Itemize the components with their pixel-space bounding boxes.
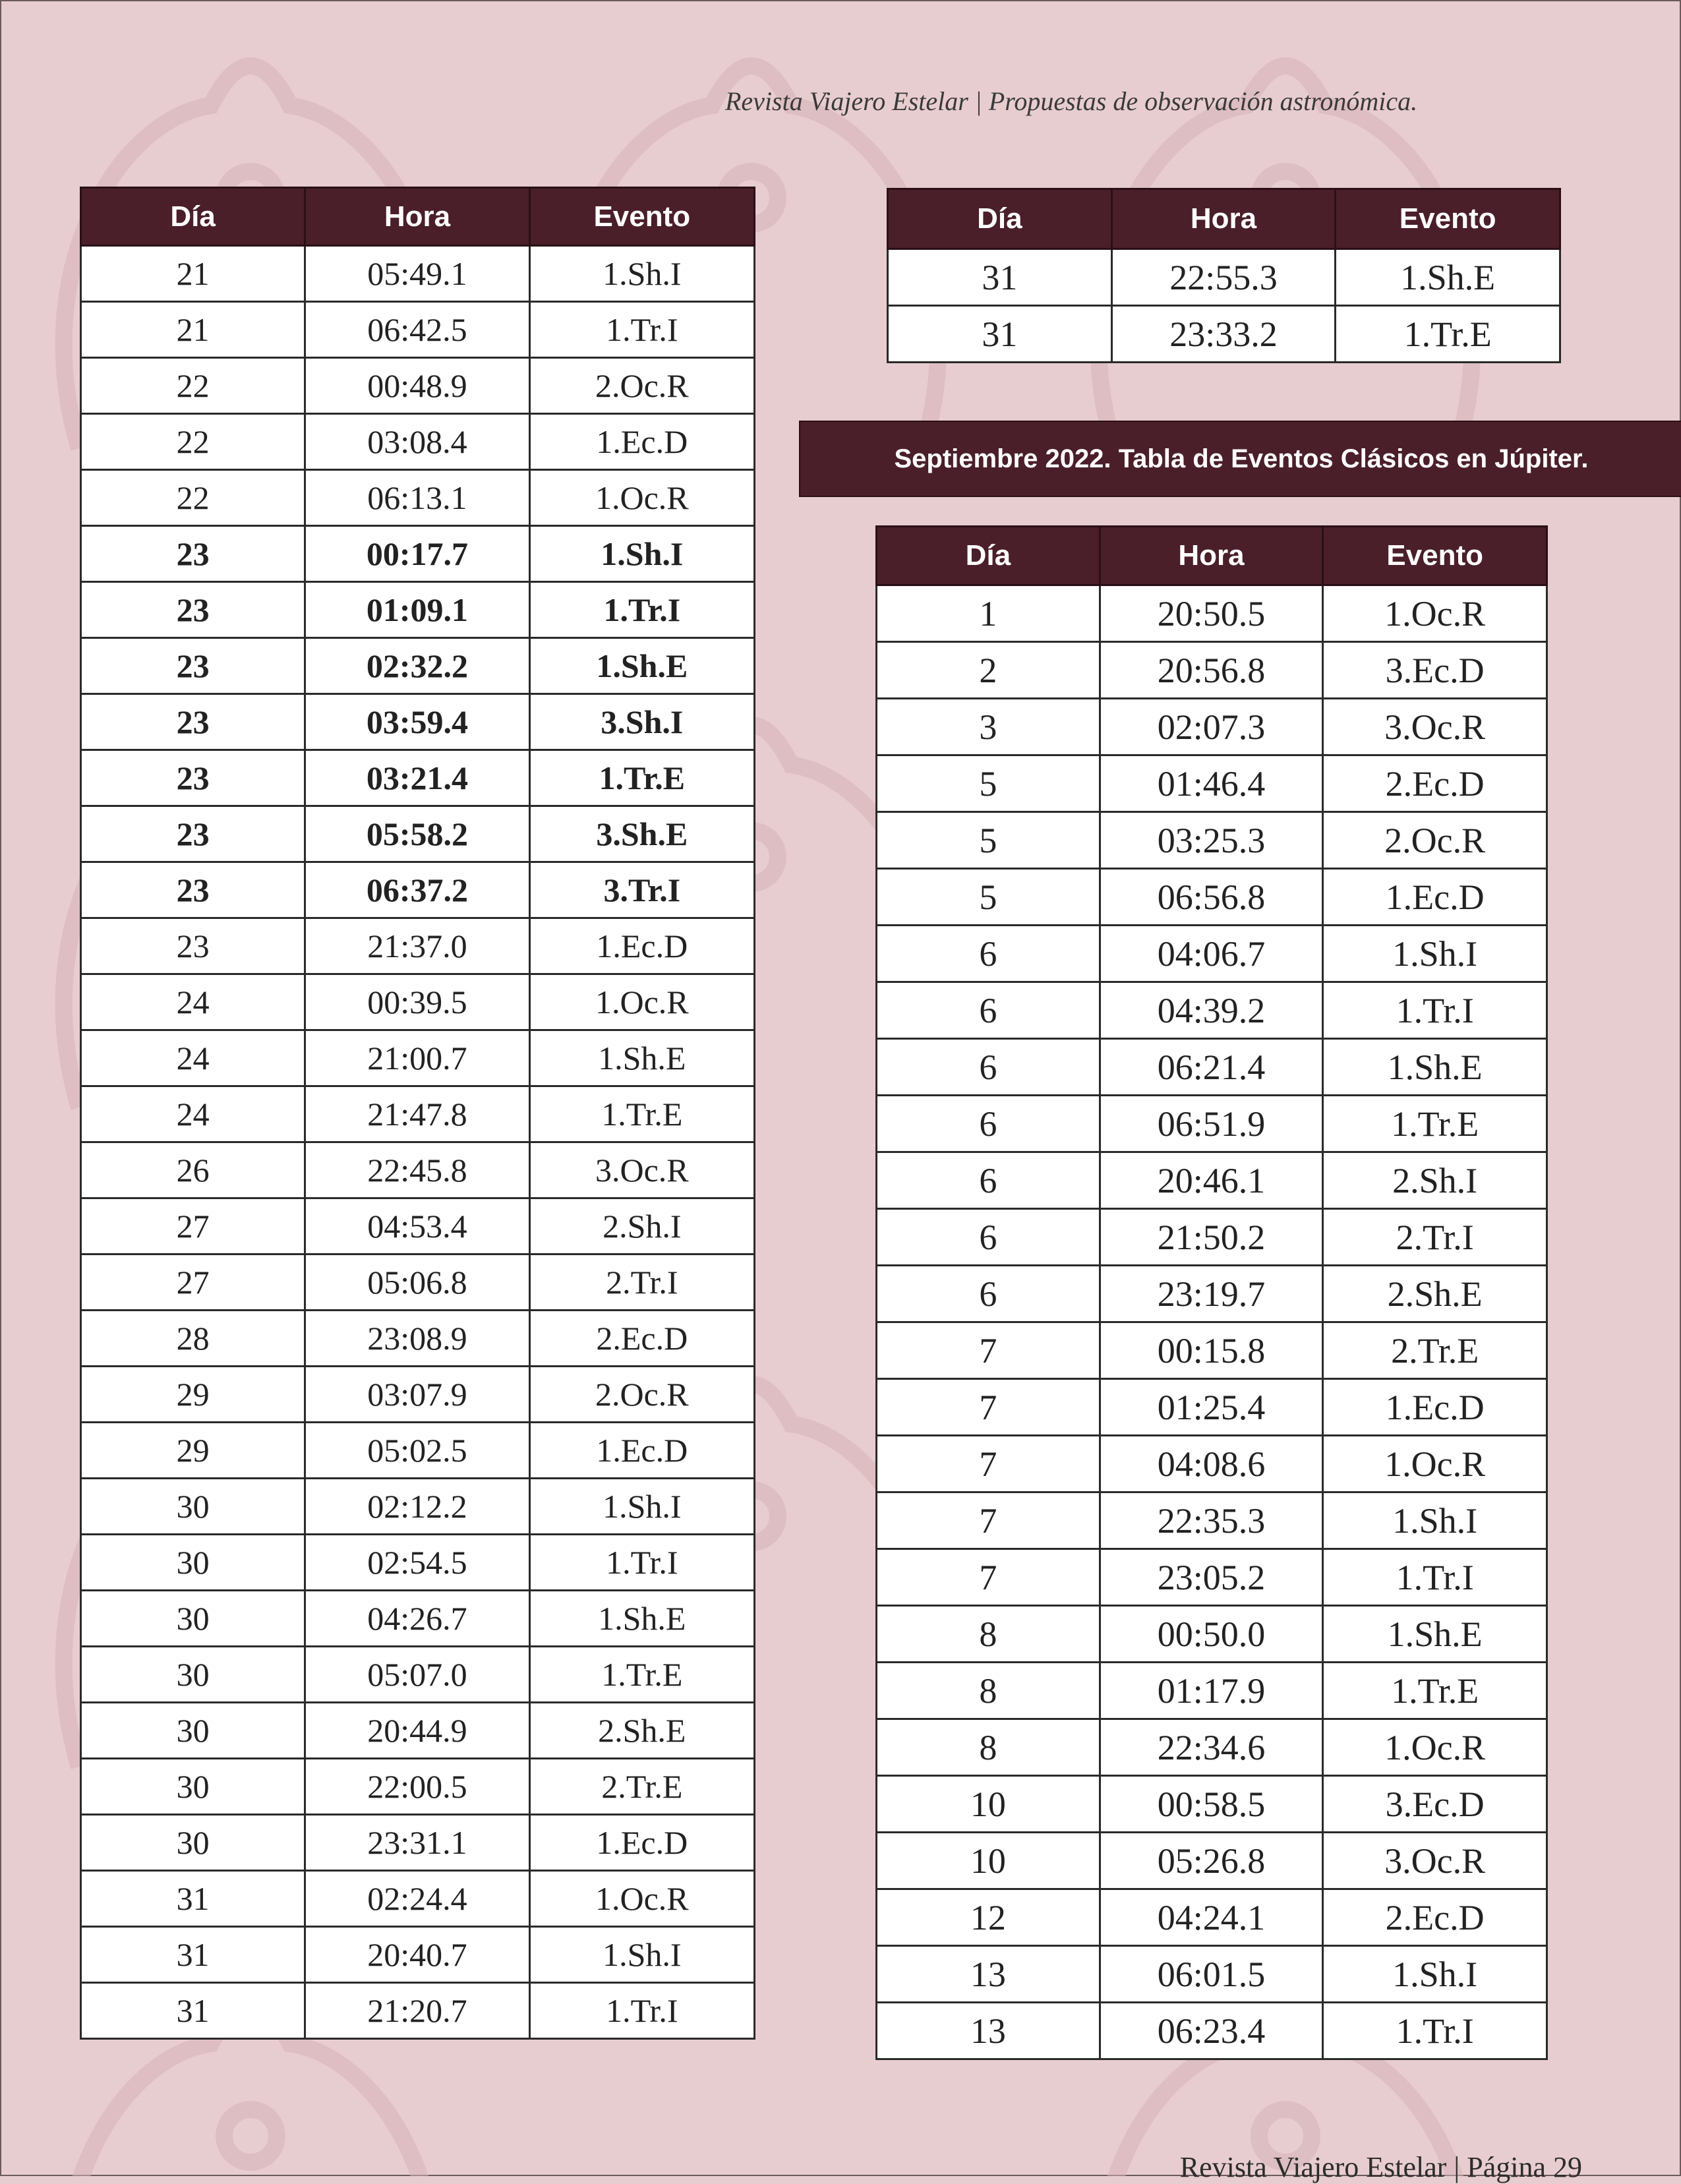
table-row: [877, 982, 1547, 1039]
cell-dia: 6: [877, 982, 1100, 1039]
column-header-hora: Hora: [1100, 527, 1323, 585]
cell-dia: 3: [877, 699, 1100, 755]
cell-evento: 1.Tr.I: [529, 1535, 754, 1591]
cell-hora: 20:50.5: [1100, 585, 1323, 642]
cell-evento: 1.Tr.E: [1323, 1096, 1547, 1152]
table-row: [877, 1719, 1547, 1776]
cell-hora: 02:12.2: [305, 1479, 529, 1535]
cell-dia: 6: [877, 1266, 1100, 1322]
column-header-hora: Hora: [305, 188, 529, 246]
cell-evento: 2.Ec.D: [529, 1311, 754, 1367]
table-row: [81, 1591, 755, 1647]
cell-dia: 30: [81, 1591, 305, 1647]
table-row: [877, 1039, 1547, 1096]
cell-evento: 3.Oc.R: [1323, 699, 1547, 755]
table-row: [81, 1927, 755, 1983]
table-row: [81, 1647, 755, 1703]
cell-hora: 04:26.7: [305, 1591, 529, 1647]
table-row: [81, 1311, 755, 1367]
cell-dia: 23: [81, 582, 305, 638]
table-row: [81, 694, 755, 750]
cell-hora: 06:21.4: [1100, 1039, 1323, 1096]
table-row: [81, 582, 755, 638]
cell-hora: 21:47.8: [305, 1086, 529, 1142]
cell-dia: 31: [81, 1871, 305, 1927]
table-row: [81, 1535, 755, 1591]
cell-evento: 3.Ec.D: [1323, 1776, 1547, 1833]
cell-evento: 2.Tr.I: [1323, 1209, 1547, 1266]
cell-dia: 22: [81, 358, 305, 414]
cell-evento: 2.Ec.D: [1323, 755, 1547, 812]
cell-dia: 31: [888, 249, 1112, 306]
cell-hora: 05:26.8: [1100, 1833, 1323, 1889]
cell-dia: 6: [877, 1096, 1100, 1152]
cell-dia: 21: [81, 246, 305, 302]
cell-hora: 02:07.3: [1100, 699, 1323, 755]
column-header-dia: Día: [877, 527, 1100, 585]
cell-dia: 24: [81, 1030, 305, 1086]
cell-evento: 1.Sh.I: [529, 1927, 754, 1983]
cell-evento: 1.Sh.I: [1323, 926, 1547, 982]
table-row: [81, 1198, 755, 1254]
cell-evento: 2.Sh.I: [1323, 1152, 1547, 1209]
cell-evento: 2.Tr.E: [529, 1759, 754, 1815]
table-row: [81, 1703, 755, 1759]
cell-evento: 1.Tr.E: [1323, 1663, 1547, 1719]
cell-hora: 00:58.5: [1100, 1776, 1323, 1833]
cell-evento: 1.Sh.I: [529, 526, 754, 582]
table-row: [81, 1871, 755, 1927]
table-row: [81, 1759, 755, 1815]
cell-evento: 1.Sh.I: [1323, 1946, 1547, 2003]
table-row: [81, 1983, 755, 2039]
cell-evento: 2.Sh.E: [1323, 1266, 1547, 1322]
cell-dia: 27: [81, 1254, 305, 1311]
table-row: [877, 1379, 1547, 1436]
cell-dia: 8: [877, 1663, 1100, 1719]
cell-evento: 1.Ec.D: [1323, 869, 1547, 926]
cell-hora: 04:53.4: [305, 1198, 529, 1254]
cell-hora: 01:25.4: [1100, 1379, 1323, 1436]
cell-hora: 22:45.8: [305, 1142, 529, 1198]
cell-dia: 7: [877, 1436, 1100, 1492]
cell-dia: 23: [81, 806, 305, 862]
table-row: [877, 1322, 1547, 1379]
cell-evento: 1.Tr.I: [529, 1983, 754, 2039]
table-row: [877, 1266, 1547, 1322]
table-row: [888, 249, 1560, 306]
events-table-august-continued: [887, 188, 1561, 363]
cell-dia: 24: [81, 1086, 305, 1142]
table-row: [877, 1889, 1547, 1946]
cell-evento: 1.Tr.E: [529, 1086, 754, 1142]
table-row: [877, 1776, 1547, 1833]
cell-evento: 2.Oc.R: [529, 358, 754, 414]
cell-evento: 1.Ec.D: [529, 1815, 754, 1871]
cell-dia: 2: [877, 642, 1100, 699]
cell-dia: 23: [81, 638, 305, 694]
cell-evento: 2.Tr.I: [529, 1254, 754, 1311]
cell-hora: 03:21.4: [305, 750, 529, 806]
cell-evento: 1.Tr.E: [529, 750, 754, 806]
cell-hora: 04:06.7: [1100, 926, 1323, 982]
table-row: [877, 699, 1547, 755]
cell-dia: 30: [81, 1535, 305, 1591]
table-header-row: [877, 527, 1547, 585]
cell-dia: 29: [81, 1423, 305, 1479]
cell-hora: 03:08.4: [305, 414, 529, 470]
cell-evento: 1.Tr.E: [1336, 306, 1560, 363]
column-header-evento: Evento: [1323, 527, 1547, 585]
cell-hora: 21:50.2: [1100, 1209, 1323, 1266]
cell-dia: 23: [81, 694, 305, 750]
cell-dia: 31: [81, 1927, 305, 1983]
cell-dia: 8: [877, 1606, 1100, 1663]
cell-dia: 28: [81, 1311, 305, 1367]
cell-dia: 27: [81, 1198, 305, 1254]
cell-evento: 1.Ec.D: [529, 414, 754, 470]
cell-evento: 1.Oc.R: [1323, 1719, 1547, 1776]
section-banner: Septiembre 2022. Tabla de Eventos Clásicos en Júpiter.: [799, 421, 1681, 497]
table-row: [81, 358, 755, 414]
table-row: [81, 638, 755, 694]
cell-hora: 02:32.2: [305, 638, 529, 694]
cell-evento: 3.Sh.I: [529, 694, 754, 750]
cell-dia: 8: [877, 1719, 1100, 1776]
table-row: [877, 642, 1547, 699]
table-row: [81, 1030, 755, 1086]
cell-hora: 00:17.7: [305, 526, 529, 582]
cell-evento: 1.Tr.I: [1323, 1549, 1547, 1606]
table-header-row: [888, 189, 1560, 249]
table-row: [877, 1606, 1547, 1663]
cell-hora: 06:13.1: [305, 470, 529, 526]
cell-hora: 21:00.7: [305, 1030, 529, 1086]
table-row: [81, 1815, 755, 1871]
cell-hora: 23:33.2: [1111, 306, 1336, 363]
table-row: [81, 806, 755, 862]
table-row: [877, 2003, 1547, 2059]
events-table-september: [875, 525, 1548, 2060]
cell-hora: 03:59.4: [305, 694, 529, 750]
cell-hora: 22:34.6: [1100, 1719, 1323, 1776]
events-table-august: [80, 187, 755, 2040]
cell-evento: 1.Sh.E: [529, 1591, 754, 1647]
cell-hora: 22:35.3: [1100, 1492, 1323, 1549]
cell-evento: 3.Sh.E: [529, 806, 754, 862]
table-row: [81, 974, 755, 1030]
cell-dia: 31: [81, 1983, 305, 2039]
cell-hora: 03:07.9: [305, 1367, 529, 1423]
table-row: [81, 918, 755, 974]
table-row: [877, 755, 1547, 812]
table-row: [877, 1152, 1547, 1209]
cell-dia: 30: [81, 1815, 305, 1871]
cell-hora: 06:42.5: [305, 302, 529, 358]
cell-evento: 2.Tr.E: [1323, 1322, 1547, 1379]
cell-evento: 1.Oc.R: [529, 1871, 754, 1927]
cell-hora: 01:46.4: [1100, 755, 1323, 812]
cell-dia: 6: [877, 1209, 1100, 1266]
cell-evento: 3.Ec.D: [1323, 642, 1547, 699]
cell-evento: 2.Ec.D: [1323, 1889, 1547, 1946]
table-row: [81, 470, 755, 526]
cell-hora: 23:19.7: [1100, 1266, 1323, 1322]
cell-dia: 5: [877, 755, 1100, 812]
cell-evento: 1.Ec.D: [1323, 1379, 1547, 1436]
cell-dia: 21: [81, 302, 305, 358]
cell-dia: 26: [81, 1142, 305, 1198]
cell-dia: 23: [81, 862, 305, 918]
cell-hora: 02:54.5: [305, 1535, 529, 1591]
cell-hora: 05:07.0: [305, 1647, 529, 1703]
cell-hora: 22:00.5: [305, 1759, 529, 1815]
table-row: [877, 1492, 1547, 1549]
cell-hora: 23:08.9: [305, 1311, 529, 1367]
table-row: [877, 1549, 1547, 1606]
column-header-hora: Hora: [1111, 189, 1336, 249]
column-header-evento: Evento: [1336, 189, 1560, 249]
table-row: [81, 526, 755, 582]
cell-hora: 05:06.8: [305, 1254, 529, 1311]
cell-dia: 7: [877, 1379, 1100, 1436]
table-row: [81, 1479, 755, 1535]
cell-evento: 3.Oc.R: [529, 1142, 754, 1198]
table-row: [81, 862, 755, 918]
cell-hora: 21:20.7: [305, 1983, 529, 2039]
table-row: [81, 302, 755, 358]
cell-hora: 05:02.5: [305, 1423, 529, 1479]
cell-dia: 7: [877, 1492, 1100, 1549]
cell-evento: 1.Ec.D: [529, 1423, 754, 1479]
cell-evento: 3.Tr.I: [529, 862, 754, 918]
cell-dia: 6: [877, 1039, 1100, 1096]
cell-evento: 1.Sh.I: [529, 1479, 754, 1535]
cell-hora: 20:44.9: [305, 1703, 529, 1759]
cell-evento: 1.Sh.E: [529, 638, 754, 694]
cell-evento: 1.Tr.I: [529, 302, 754, 358]
cell-dia: 22: [81, 470, 305, 526]
cell-dia: 10: [877, 1833, 1100, 1889]
cell-evento: 1.Sh.E: [1323, 1039, 1547, 1096]
cell-hora: 01:17.9: [1100, 1663, 1323, 1719]
cell-evento: 1.Oc.R: [1323, 1436, 1547, 1492]
table-row: [877, 1096, 1547, 1152]
cell-hora: 04:39.2: [1100, 982, 1323, 1039]
cell-evento: 1.Sh.I: [1323, 1492, 1547, 1549]
cell-dia: 12: [877, 1889, 1100, 1946]
table-row: [877, 1946, 1547, 2003]
cell-dia: 29: [81, 1367, 305, 1423]
cell-dia: 24: [81, 974, 305, 1030]
cell-hora: 23:31.1: [305, 1815, 529, 1871]
cell-dia: 6: [877, 1152, 1100, 1209]
cell-dia: 5: [877, 812, 1100, 869]
table-row: [81, 246, 755, 302]
table-row: [877, 812, 1547, 869]
cell-evento: 1.Sh.E: [529, 1030, 754, 1086]
table-row: [81, 1423, 755, 1479]
table-row: [877, 926, 1547, 982]
cell-hora: 06:56.8: [1100, 869, 1323, 926]
cell-dia: 30: [81, 1479, 305, 1535]
column-header-evento: Evento: [529, 188, 754, 246]
column-header-dia: Día: [888, 189, 1112, 249]
cell-hora: 03:25.3: [1100, 812, 1323, 869]
cell-evento: 1.Oc.R: [1323, 585, 1547, 642]
cell-hora: 04:24.1: [1100, 1889, 1323, 1946]
cell-hora: 06:23.4: [1100, 2003, 1323, 2059]
cell-dia: 22: [81, 414, 305, 470]
cell-evento: 1.Tr.I: [1323, 982, 1547, 1039]
cell-hora: 23:05.2: [1100, 1549, 1323, 1606]
cell-dia: 23: [81, 526, 305, 582]
cell-dia: 10: [877, 1776, 1100, 1833]
table-row: [877, 1209, 1547, 1266]
cell-hora: 06:01.5: [1100, 1946, 1323, 2003]
cell-dia: 13: [877, 1946, 1100, 2003]
cell-hora: 20:46.1: [1100, 1152, 1323, 1209]
cell-hora: 20:56.8: [1100, 642, 1323, 699]
cell-hora: 05:49.1: [305, 246, 529, 302]
cell-hora: 06:37.2: [305, 862, 529, 918]
cell-dia: 1: [877, 585, 1100, 642]
table-row: [81, 1086, 755, 1142]
table-row: [888, 306, 1560, 363]
cell-hora: 22:55.3: [1111, 249, 1336, 306]
cell-dia: 31: [888, 306, 1112, 363]
table-header-row: [81, 188, 755, 246]
running-footer: Revista Viajero Estelar | Página 29: [1179, 2151, 1582, 2183]
running-header: Revista Viajero Estelar | Propuestas de observación astronómica.: [725, 86, 1418, 116]
cell-hora: 00:39.5: [305, 974, 529, 1030]
cell-evento: 2.Sh.E: [529, 1703, 754, 1759]
column-header-dia: Día: [81, 188, 305, 246]
cell-hora: 02:24.4: [305, 1871, 529, 1927]
cell-evento: 3.Oc.R: [1323, 1833, 1547, 1889]
table-row: [877, 1663, 1547, 1719]
cell-dia: 5: [877, 869, 1100, 926]
table-row: [877, 585, 1547, 642]
cell-evento: 1.Tr.I: [529, 582, 754, 638]
cell-dia: 13: [877, 2003, 1100, 2059]
table-row: [81, 414, 755, 470]
cell-dia: 30: [81, 1647, 305, 1703]
cell-evento: 2.Oc.R: [529, 1367, 754, 1423]
cell-dia: 7: [877, 1549, 1100, 1606]
cell-evento: 1.Tr.I: [1323, 2003, 1547, 2059]
table-row: [877, 869, 1547, 926]
table-row: [81, 1142, 755, 1198]
cell-evento: 1.Ec.D: [529, 918, 754, 974]
cell-hora: 21:37.0: [305, 918, 529, 974]
table-row: [81, 1254, 755, 1311]
cell-dia: 7: [877, 1322, 1100, 1379]
cell-hora: 01:09.1: [305, 582, 529, 638]
cell-evento: 1.Oc.R: [529, 470, 754, 526]
cell-hora: 20:40.7: [305, 1927, 529, 1983]
cell-evento: 1.Sh.E: [1336, 249, 1560, 306]
cell-dia: 6: [877, 926, 1100, 982]
cell-dia: 23: [81, 918, 305, 974]
cell-hora: 00:50.0: [1100, 1606, 1323, 1663]
cell-hora: 06:51.9: [1100, 1096, 1323, 1152]
cell-dia: 23: [81, 750, 305, 806]
cell-hora: 00:48.9: [305, 358, 529, 414]
cell-hora: 00:15.8: [1100, 1322, 1323, 1379]
cell-hora: 05:58.2: [305, 806, 529, 862]
cell-hora: 04:08.6: [1100, 1436, 1323, 1492]
table-row: [877, 1436, 1547, 1492]
cell-evento: 2.Sh.I: [529, 1198, 754, 1254]
cell-evento: 1.Sh.E: [1323, 1606, 1547, 1663]
cell-evento: 1.Sh.I: [529, 246, 754, 302]
table-row: [877, 1833, 1547, 1889]
cell-dia: 30: [81, 1703, 305, 1759]
cell-dia: 30: [81, 1759, 305, 1815]
cell-evento: 2.Oc.R: [1323, 812, 1547, 869]
cell-evento: 1.Oc.R: [529, 974, 754, 1030]
cell-evento: 1.Tr.E: [529, 1647, 754, 1703]
table-row: [81, 750, 755, 806]
table-row: [81, 1367, 755, 1423]
